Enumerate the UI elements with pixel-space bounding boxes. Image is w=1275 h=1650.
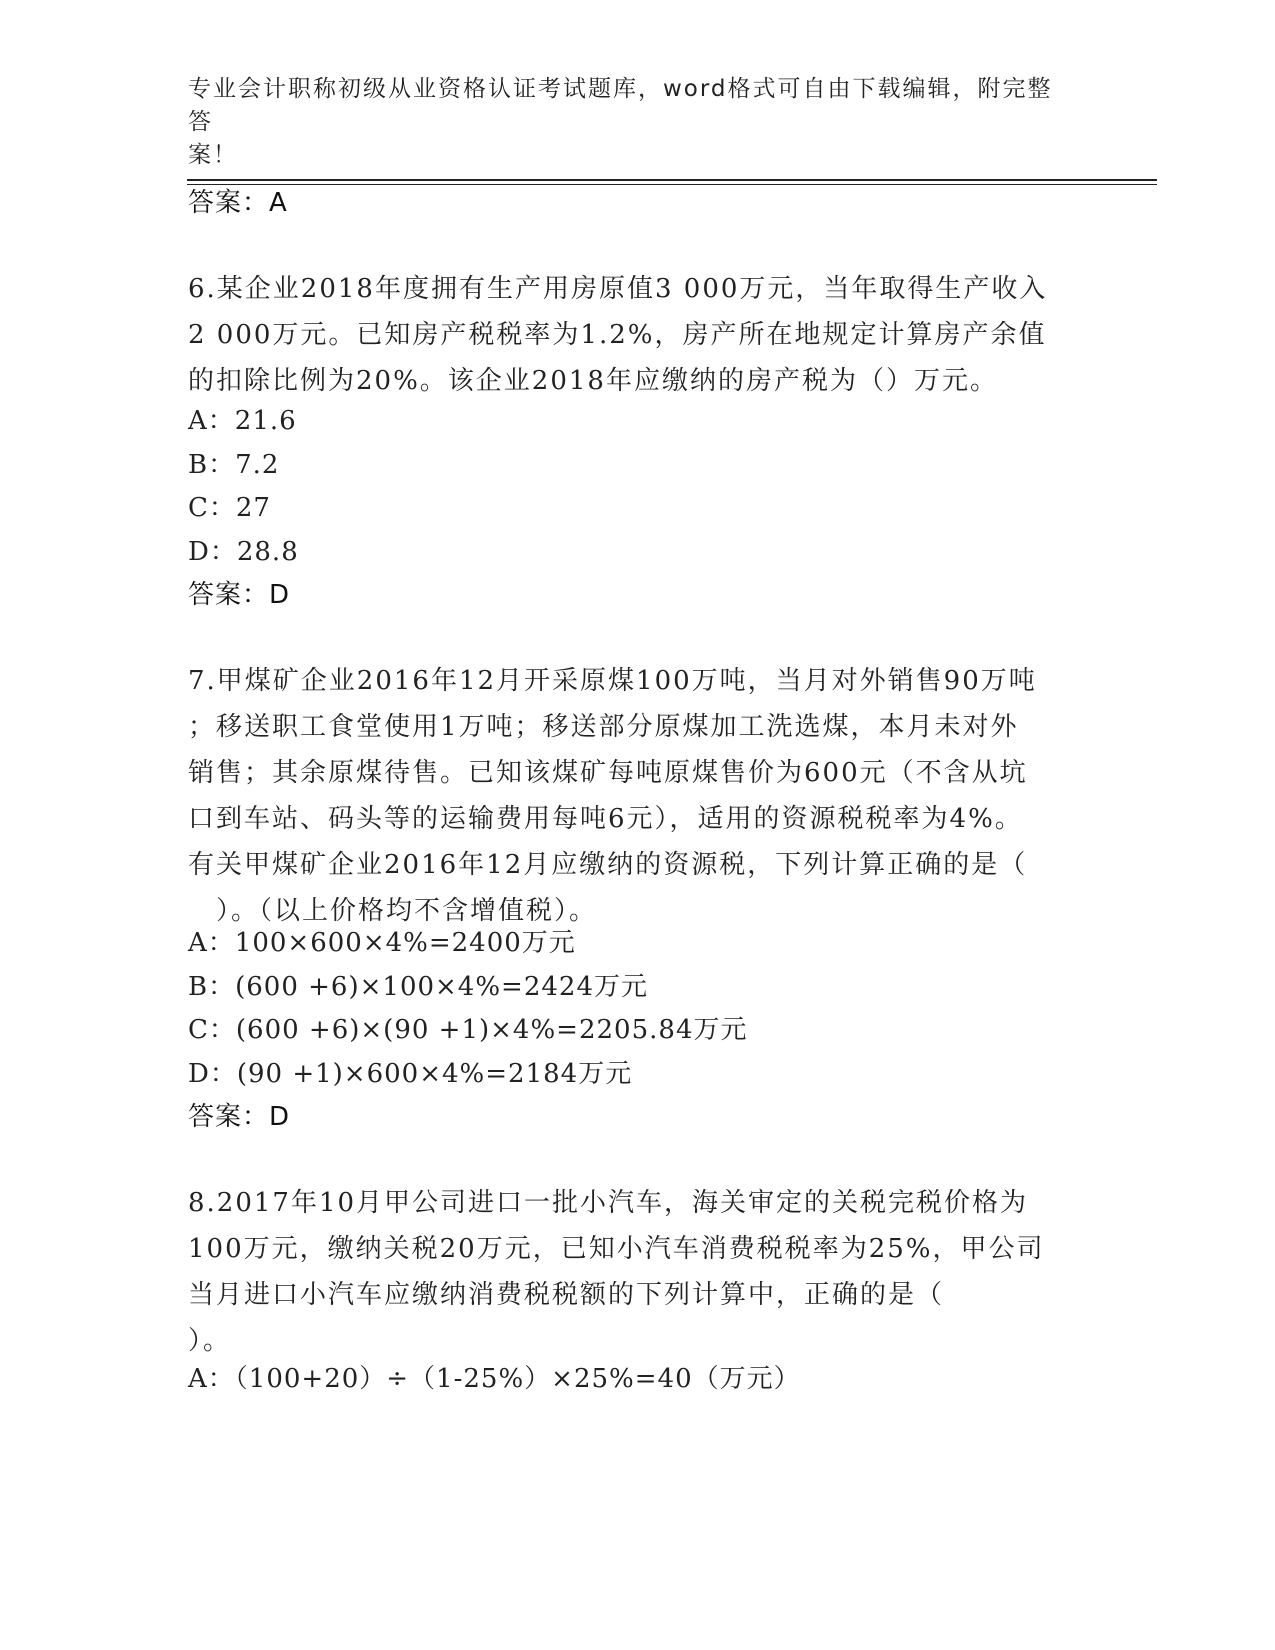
answer-q6: 答案：D xyxy=(188,580,291,610)
question-8-option-a: A：（100+20）÷（1-25%）×25%=40（万元） xyxy=(188,1364,801,1394)
question-7-line: 口到车站、码头等的运输费用每吨6元），适用的资源税税率为4%。 xyxy=(188,804,1023,834)
question-6-line: 6.某企业2018年度拥有生产用房原值3 000万元，当年取得生产收入 xyxy=(188,274,1048,304)
question-6-line: 2 000万元。已知房产税税率为1.2%，房产所在地规定计算房产余值 xyxy=(188,320,1047,350)
question-6-line: 的扣除比例为20%。该企业2018年应缴纳的房产税为（）万元。 xyxy=(188,366,998,396)
question-6-option-d: D：28.8 xyxy=(188,537,299,567)
question-7-line: 有关甲煤矿企业2016年12月应缴纳的资源税，下列计算正确的是（ xyxy=(188,850,1028,880)
answer-q5: 答案：A xyxy=(188,188,288,218)
document-header xyxy=(188,73,1068,172)
header-divider-thin xyxy=(187,184,1157,185)
header-line-1: 专业会计职称初级从业资格认证考试题库，word格式可自由下载编辑，附完整答 xyxy=(188,76,1053,135)
header-divider-thick xyxy=(187,179,1157,181)
question-7-line: 销售；其余原煤待售。已知该煤矿每吨原煤售价为600元（不含从坑 xyxy=(188,758,1028,788)
question-6-option-a: A：21.6 xyxy=(188,406,297,436)
question-8-line: 当月进口小汽车应缴纳消费税税额的下列计算中，正确的是（ xyxy=(188,1280,945,1310)
question-7-option-c: C：(600 +6)×(90 +1)×4%=2205.84万元 xyxy=(188,1015,748,1045)
question-6-option-c: C：27 xyxy=(188,493,271,523)
question-6 xyxy=(188,266,1088,404)
header-line-2: 案！ xyxy=(188,142,238,168)
question-8-line: 8.2017年10月甲公司进口一批小汽车，海关审定的关税完税价格为 xyxy=(188,1188,1029,1218)
question-7-option-d: D：(90 +1)×600×4%=2184万元 xyxy=(188,1059,633,1089)
question-7-line: 7.甲煤矿企业2016年12月开采原煤100万吨，当月对外销售90万吨 xyxy=(188,666,1037,696)
question-8 xyxy=(188,1180,1088,1364)
question-7-line: ）。（以上价格均不含增值税）。 xyxy=(188,896,598,926)
question-7-option-b: B：(600 +6)×100×4%=2424万元 xyxy=(188,972,649,1002)
question-7 xyxy=(188,658,1088,934)
question-7-line: ；移送职工食堂使用1万吨；移送部分原煤加工洗选煤，本月未对外 xyxy=(188,712,1019,742)
answer-q7: 答案：D xyxy=(188,1102,291,1132)
question-8-line: 100万元，缴纳关税20万元，已知小汽车消费税税率为25%，甲公司 xyxy=(188,1234,1045,1264)
question-7-option-a: A：100×600×4%=2400万元 xyxy=(188,928,576,958)
question-8-line: ）。 xyxy=(188,1326,232,1356)
question-6-option-b: B：7.2 xyxy=(188,450,280,480)
